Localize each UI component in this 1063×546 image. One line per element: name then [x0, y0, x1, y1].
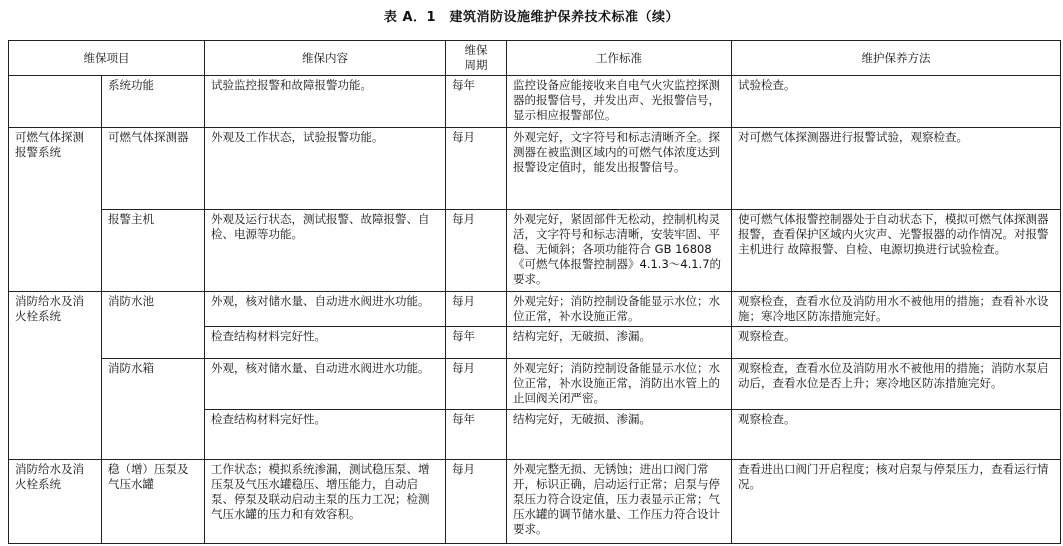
header-cycle-line1: 维保: [464, 43, 488, 57]
maintenance-standard-table: [8, 40, 1061, 544]
table-row: [9, 292, 1061, 327]
header-cycle-line2: 周期: [464, 58, 488, 72]
header-row: [9, 41, 1061, 76]
category-cell: [9, 76, 102, 128]
method-cell: 观察检查，查看水位及消防用水不被他用的措施；消防水泵启动后，查看水位是否上升；寒冷地区防冻措施完好。: [732, 359, 1061, 410]
header-cycle: [446, 41, 507, 76]
content-cell: 外观及运行状态，测试报警、故障报警、自检、电源等功能。: [205, 210, 446, 292]
method-cell: 试验检查。: [732, 76, 1061, 128]
table-row: [9, 210, 1061, 292]
category-cell: 可燃气体探测报警系统: [9, 128, 102, 292]
standard-cell: 外观完好；消防控制设备能显示水位；水位正常，补水设施正常，消防出水管上的止回阀关闭严密。: [507, 359, 732, 410]
content-cell: 外观及工作状态，试验报警功能。: [205, 128, 446, 210]
method-cell: 对可燃气体探测器进行报警试验，观察检查。: [732, 128, 1061, 210]
content-cell: 工作状态；模拟系统渗漏，测试稳压泵、增压泵及气压水罐稳压、增压能力，自动启泵、停泵及联动启动主泵的压力工况；检测气压水罐的压力和有效容积。: [205, 460, 446, 544]
standard-cell: 结构完好，无破损、渗漏。: [507, 327, 732, 359]
table-row: [9, 460, 1061, 544]
cycle-cell: 每月: [446, 210, 507, 292]
cycle-cell: 每年: [446, 410, 507, 460]
category-cell: 消防给水及消火栓系统: [9, 292, 102, 460]
standard-cell: 外观完好，紧固部件无松动，控制机构灵活，文字符号和标志清晰，安装牢固、平稳、无倾斜；各项功能符合 GB 16808《可燃气体报警控制器》4.1.3～4.1.7的要求。: [507, 210, 732, 292]
method-cell: 观察检查。: [732, 410, 1061, 460]
table-title: 表 A．1 建筑消防设施维护保养技术标准（续）: [383, 10, 680, 25]
standard-cell: 外观完好，文字符号和标志清晰齐全。探测器在被监测区域内的可燃气体浓度达到报警设定值时，能发出报警信号。: [507, 128, 732, 210]
standard-cell: 外观完整无损、无锈蚀；进出口阀门常开，标识正确，启动运行正常；启泵与停泵压力符合设定值，压力表显示正常；气压水罐的调节储水量、工作压力符合设计要求。: [507, 460, 732, 544]
subitem-cell: 消防水箱: [102, 359, 205, 460]
content-cell: 外观，核对储水量、自动进水阀进水功能。: [205, 292, 446, 327]
method-cell: 观察检查。: [732, 327, 1061, 359]
standard-cell: 外观完好；消防控制设备能显示水位；水位正常，补水设施正常。: [507, 292, 732, 327]
table-row: [9, 359, 1061, 410]
content-cell: 检查结构材料完好性。: [205, 327, 446, 359]
subitem-cell: 系统功能: [102, 76, 205, 128]
cycle-cell: 每年: [446, 327, 507, 359]
header-content: 维保内容: [205, 41, 446, 76]
standard-cell: 结构完好，无破损、渗漏。: [507, 410, 732, 460]
category-cell: 消防给水及消火栓系统: [9, 460, 102, 544]
cycle-cell: 每年: [446, 76, 507, 128]
standard-cell: 监控设备应能接收来自电气火灾监控探测器的报警信号，并发出声、光报警信号，显示相应报警部位。: [507, 76, 732, 128]
content-cell: 外观，核对储水量、自动进水阀进水功能。: [205, 359, 446, 410]
subitem-cell: 稳（增）压泵及气压水罐: [102, 460, 205, 544]
header-standard: 工作标准: [507, 41, 732, 76]
method-cell: 观察检查，查看水位及消防用水不被他用的措施；查看补水设施；寒冷地区防冻措施完好。: [732, 292, 1061, 327]
cycle-cell: 每月: [446, 460, 507, 544]
header-method: 维护保养方法: [732, 41, 1061, 76]
method-cell: 查看进出口阀门开启程度；核对启泵与停泵压力，查看运行情况。: [732, 460, 1061, 544]
content-cell: 检查结构材料完好性。: [205, 410, 446, 460]
content-cell: 试验监控报警和故障报警功能。: [205, 76, 446, 128]
subitem-cell: 消防水池: [102, 292, 205, 359]
method-cell: 使可燃气体报警控制器处于自动状态下，模拟可燃气体探测器报警，查看保护区域内火灾声、光警报器的动作情况。对报警主机进行 故障报警、自检、电源切换进行试验检查。: [732, 210, 1061, 292]
subitem-cell: 报警主机: [102, 210, 205, 292]
cycle-cell: 每月: [446, 359, 507, 410]
cycle-cell: 每月: [446, 128, 507, 210]
table-row: [9, 128, 1061, 210]
table-row: [9, 76, 1061, 128]
cycle-cell: 每月: [446, 292, 507, 327]
header-item: 维保项目: [9, 41, 205, 76]
subitem-cell: 可燃气体探测器: [102, 128, 205, 210]
